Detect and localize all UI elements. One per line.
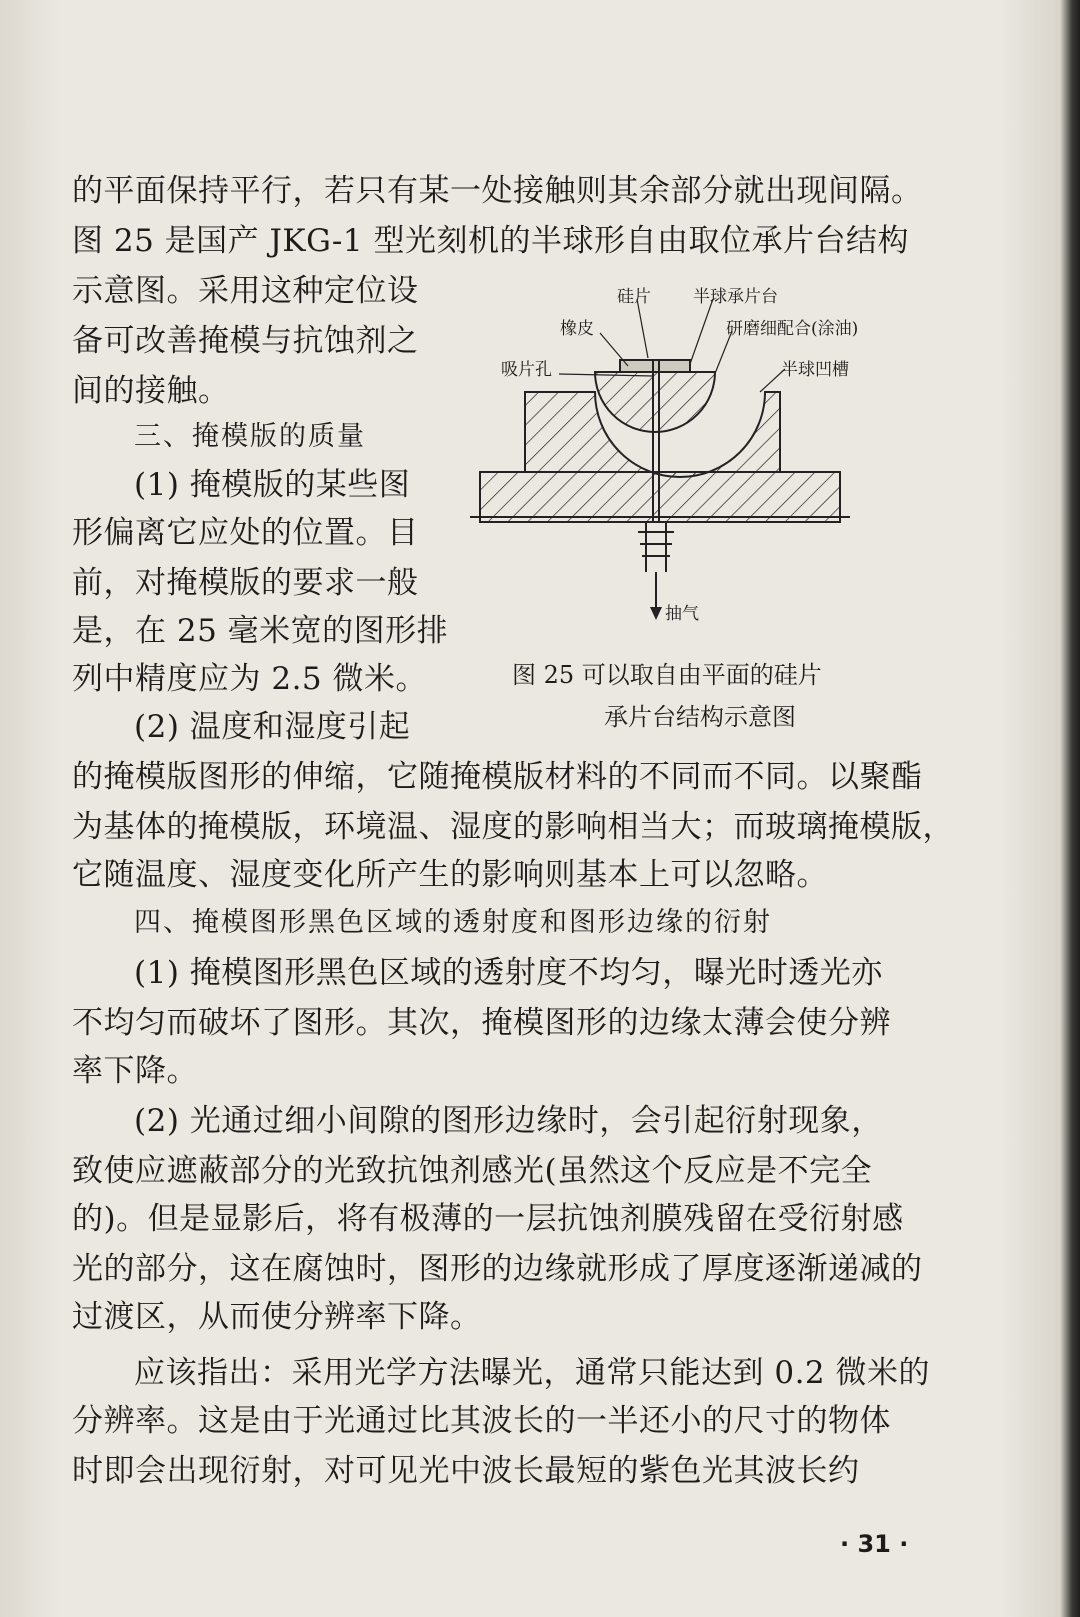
text-line: 形偏离它应处的位置。目 xyxy=(72,515,419,551)
label-hemisphere-stage: 半球承片台 xyxy=(693,287,778,307)
text-line: 前，对掩模版的要求一般 xyxy=(72,565,419,601)
text-line: (2) 温度和湿度引起 xyxy=(134,709,411,745)
wafer xyxy=(620,360,690,372)
arrow-head xyxy=(650,607,662,620)
text-line: 间的接触。 xyxy=(72,373,230,409)
text-line: 备可改善掩模与抗蚀剂之 xyxy=(72,323,419,359)
text-line: 是，在 25 毫米宽的图形排 xyxy=(72,613,449,649)
text-line: 列中精度应为 2.5 微米。 xyxy=(72,661,428,697)
text-line: 光的部分，这在腐蚀时，图形的边缘就形成了厚度逐渐递减的 xyxy=(72,1251,923,1287)
label-lapped-fit: 研磨细配合(涂油) xyxy=(726,319,859,339)
section-heading-3: 三、掩模版的质量 xyxy=(134,421,366,452)
exhaust-tube xyxy=(646,522,666,572)
figure-25-diagram xyxy=(470,282,920,652)
text-line: 的掩模版图形的伸缩，它随掩模版材料的不同而不同。以聚酯 xyxy=(72,759,923,795)
label-suction-hole: 吸片孔 xyxy=(501,360,552,380)
text-line: 图 25 是国产 JKG-1 型光刻机的半球形自由取位承片台结构 xyxy=(72,223,909,259)
figure-caption-line2: 承片台结构示意图 xyxy=(604,703,796,731)
label-exhaust: 抽气 xyxy=(665,604,699,624)
label-rubber: 橡皮 xyxy=(560,319,594,339)
text-line: (1) 掩模版的某些图 xyxy=(134,467,411,503)
text-line: 的)。但是显影后，将有极薄的一层抗蚀剂膜残留在受衍射感 xyxy=(72,1201,904,1237)
text-line: 过渡区，从而使分辨率下降。 xyxy=(72,1299,482,1335)
tube-rings xyxy=(638,532,674,556)
label-wafer: 硅片 xyxy=(617,287,651,307)
text-line: 率下降。 xyxy=(72,1053,198,1089)
text-line: 不均匀而破坏了图形。其次，掩模图形的边缘太薄会使分辨 xyxy=(72,1005,891,1041)
text-line: 致使应遮蔽部分的光致抗蚀剂感光(虽然这个反应是不完全 xyxy=(72,1153,873,1189)
section-heading-4: 四、掩模图形黑色区域的透射度和图形边缘的衍射 xyxy=(134,907,772,938)
text-line: 时即会出现衍射，对可见光中波长最短的紫色光其波长约 xyxy=(72,1453,860,1489)
text-line: 它随温度、湿度变化所产生的影响则基本上可以忽略。 xyxy=(72,857,828,893)
text-line: 的平面保持平行，若只有某一处接触则其余部分就出现间隔。 xyxy=(72,173,923,209)
figure-caption: 图 25 可以取自由平面的硅片 xyxy=(512,661,822,689)
text-line: 应该指出：采用光学方法曝光，通常只能达到 0.2 微米的 xyxy=(134,1355,931,1391)
hemisphere-stage xyxy=(595,372,715,432)
text-line: (2) 光通过细小间隙的图形边缘时，会引起衍射现象， xyxy=(134,1103,883,1139)
text-line: 示意图。采用这种定位设 xyxy=(72,273,419,309)
page-number: · 31 · xyxy=(840,1530,909,1558)
label-hemisphere-groove: 半球凹槽 xyxy=(781,360,849,380)
text-line: (1) 掩模图形黑色区域的透射度不均匀，曝光时透光亦 xyxy=(134,955,883,991)
text-line: 分辨率。这是由于光通过比其波长的一半还小的尺寸的物体 xyxy=(72,1403,891,1439)
text-line: 为基体的掩模版，环境温、湿度的影响相当大；而玻璃掩模版， xyxy=(72,809,954,845)
